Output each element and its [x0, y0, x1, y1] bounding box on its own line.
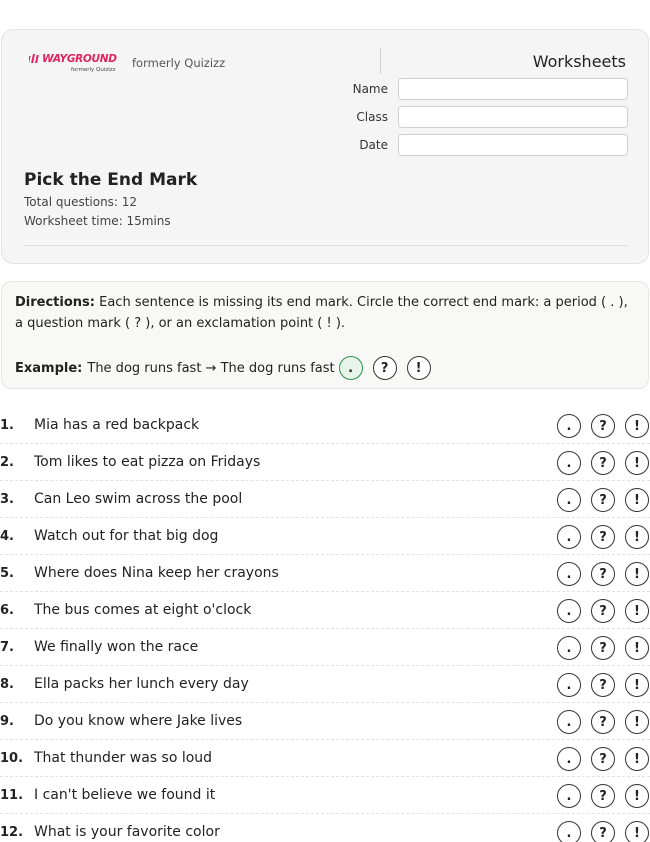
formerly-quizizz-label: formerly Quizizz — [132, 56, 226, 70]
end-mark-choices — [557, 821, 649, 842]
question-row — [0, 629, 650, 666]
exclamation-point-choice[interactable]: ! — [625, 636, 649, 660]
total-questions: Total questions: 12 — [24, 195, 138, 209]
question-text: Do you know where Jake lives — [34, 713, 243, 729]
question-mark-choice[interactable]: ? — [591, 710, 615, 734]
directions-text: Each sentence is missing its end mark. Circle the correct end mark: a period ( . ), a question mark ( ? ), or an exclamation point ( ! ). — [15, 295, 628, 331]
header-divider — [380, 48, 381, 74]
end-mark-choices — [557, 784, 649, 808]
period-choice[interactable]: . — [557, 710, 581, 734]
exclamation-point-choice[interactable]: ! — [625, 784, 649, 808]
worksheets-title: Worksheets — [532, 52, 626, 71]
example-question-mark-choice: ? — [373, 356, 397, 380]
question-row — [0, 777, 650, 814]
exclamation-point-choice[interactable]: ! — [625, 414, 649, 438]
class-label: Class — [356, 110, 388, 124]
question-text: Tom likes to eat pizza on Fridays — [34, 454, 261, 470]
question-row — [0, 703, 650, 740]
exclamation-point-choice[interactable]: ! — [625, 821, 649, 842]
period-choice[interactable]: . — [557, 562, 581, 586]
question-row — [0, 740, 650, 777]
question-text: I can't believe we found it — [34, 787, 216, 803]
question-number: 5. — [0, 566, 14, 581]
period-choice[interactable]: . — [557, 747, 581, 771]
end-mark-choices — [557, 488, 649, 512]
question-number: 11. — [0, 788, 24, 803]
example-label: Example: — [15, 360, 83, 376]
question-mark-choice[interactable]: ? — [591, 451, 615, 475]
exclamation-point-choice[interactable]: ! — [625, 599, 649, 623]
period-choice[interactable]: . — [557, 636, 581, 660]
question-number: 12. — [0, 825, 24, 840]
exclamation-point-choice[interactable]: ! — [625, 673, 649, 697]
question-number: 10. — [0, 751, 24, 766]
question-mark-choice[interactable]: ? — [591, 747, 615, 771]
question-number: 2. — [0, 455, 14, 470]
question-text: What is your favorite color — [34, 824, 220, 840]
question-mark-choice[interactable]: ? — [591, 599, 615, 623]
logo-subtext: formerly Quizizz — [71, 67, 116, 73]
period-choice[interactable]: . — [557, 525, 581, 549]
question-row — [0, 592, 650, 629]
directions-label: Directions: — [15, 295, 95, 310]
question-mark-choice[interactable]: ? — [591, 414, 615, 438]
name-label: Name — [352, 82, 388, 96]
period-choice[interactable]: . — [557, 414, 581, 438]
example-text: The dog runs fast → The dog runs fast — [87, 360, 335, 376]
exclamation-point-choice[interactable]: ! — [625, 710, 649, 734]
exclamation-point-choice[interactable]: ! — [625, 747, 649, 771]
wayground-logo — [29, 53, 119, 75]
question-number: 8. — [0, 677, 14, 692]
question-number: 6. — [0, 603, 14, 618]
exclamation-point-choice[interactable]: ! — [625, 488, 649, 512]
end-mark-choices — [557, 525, 649, 549]
exclamation-point-choice[interactable]: ! — [625, 562, 649, 586]
question-list — [0, 407, 650, 842]
period-choice[interactable]: . — [557, 451, 581, 475]
example-period-choice: . — [339, 356, 363, 380]
class-field[interactable] — [398, 106, 628, 128]
period-choice[interactable]: . — [557, 784, 581, 808]
end-mark-choices — [557, 562, 649, 586]
question-text: We finally won the race — [34, 639, 199, 655]
question-text: Mia has a red backpack — [34, 417, 200, 433]
end-mark-choices — [557, 710, 649, 734]
question-mark-choice[interactable]: ? — [591, 488, 615, 512]
question-number: 1. — [0, 418, 14, 433]
question-row — [0, 481, 650, 518]
end-mark-choices — [557, 414, 649, 438]
exclamation-point-choice[interactable]: ! — [625, 525, 649, 549]
question-mark-choice[interactable]: ? — [591, 673, 615, 697]
question-row — [0, 407, 650, 444]
exclamation-point-choice[interactable]: ! — [625, 451, 649, 475]
question-row — [0, 444, 650, 481]
question-row — [0, 555, 650, 592]
period-choice[interactable]: . — [557, 599, 581, 623]
period-choice[interactable]: . — [557, 673, 581, 697]
question-text: Where does Nina keep her crayons — [34, 565, 279, 581]
question-row — [0, 518, 650, 555]
worksheet-title: Pick the End Mark — [24, 170, 198, 190]
name-field[interactable] — [398, 78, 628, 100]
question-number: 9. — [0, 714, 14, 729]
date-label: Date — [359, 138, 388, 152]
question-number: 4. — [0, 529, 14, 544]
question-number: 3. — [0, 492, 14, 507]
question-mark-choice[interactable]: ? — [591, 525, 615, 549]
question-mark-choice[interactable]: ? — [591, 821, 615, 842]
question-text: Watch out for that big dog — [34, 528, 219, 544]
question-number: 7. — [0, 640, 14, 655]
worksheet-header — [1, 29, 649, 264]
period-choice[interactable]: . — [557, 488, 581, 512]
question-mark-choice[interactable]: ? — [591, 562, 615, 586]
date-field[interactable] — [398, 134, 628, 156]
question-row — [0, 666, 650, 703]
directions-box — [1, 281, 649, 389]
period-choice[interactable]: . — [557, 821, 581, 842]
question-mark-choice[interactable]: ? — [591, 784, 615, 808]
question-mark-choice[interactable]: ? — [591, 636, 615, 660]
question-text: Ella packs her lunch every day — [34, 676, 249, 692]
question-text: That thunder was so loud — [34, 750, 213, 766]
logo-wordmark: WAYGROUND — [42, 53, 117, 65]
end-mark-choices — [557, 599, 649, 623]
end-mark-choices — [557, 451, 649, 475]
worksheet-time: Worksheet time: 15mins — [24, 214, 171, 228]
question-text: The bus comes at eight o'clock — [34, 602, 252, 618]
end-mark-choices — [557, 636, 649, 660]
example-exclamation-point-choice: ! — [407, 356, 431, 380]
example-row — [15, 356, 431, 380]
directions-text-block — [15, 292, 635, 334]
question-row — [0, 814, 650, 842]
wayground-logo-icon — [29, 54, 41, 63]
end-mark-choices — [557, 673, 649, 697]
header-divider-line — [24, 245, 628, 246]
question-text: Can Leo swim across the pool — [34, 491, 243, 507]
example-choices — [339, 356, 431, 380]
end-mark-choices — [557, 747, 649, 771]
